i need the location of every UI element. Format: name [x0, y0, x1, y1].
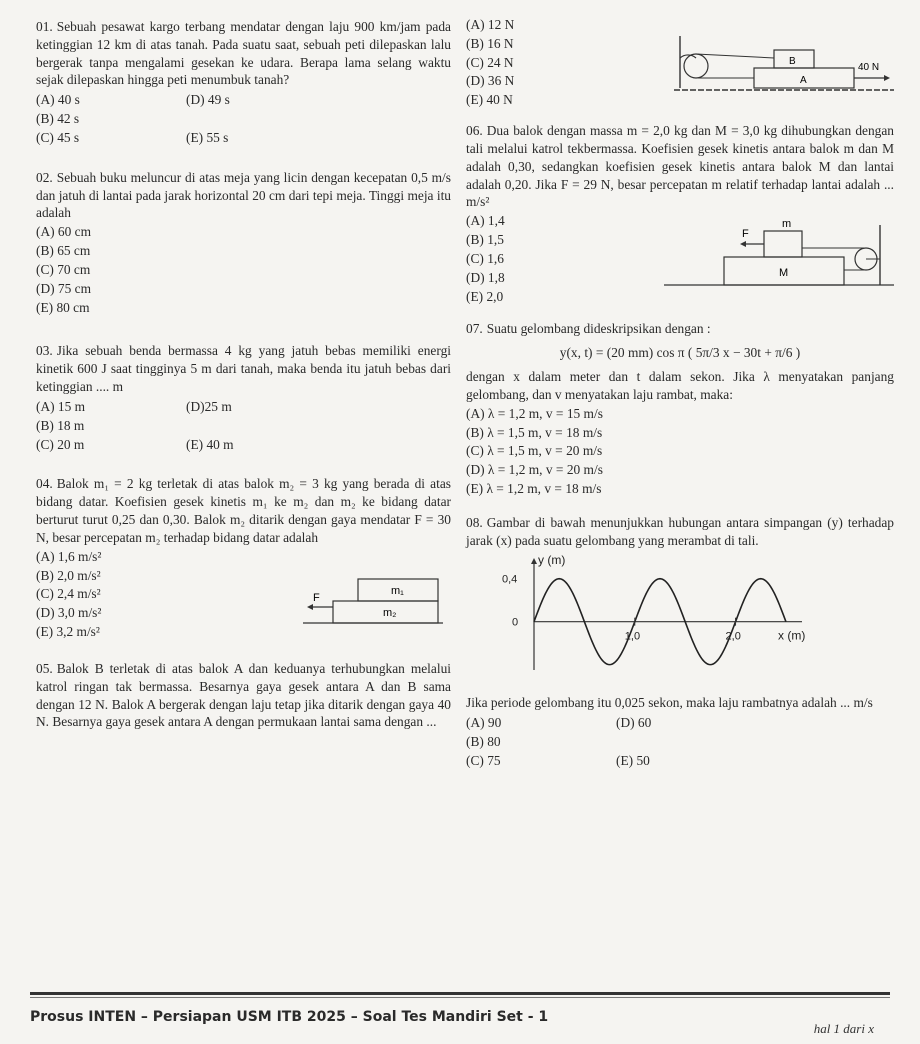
stacked-blocks-figure [303, 561, 443, 631]
question-text: Sebuah buku meluncur di atas meja yang licin dengan kecepatan 0,5 m/s dan jatuh di lantai pada jarak horizontal 20 cm dari tepi meja. Tinggi meja itu adalah [36, 169, 451, 221]
y-tick-label: 0 [512, 616, 519, 629]
label-A: A [800, 75, 807, 86]
question-text: Gambar di bawah menunjukkan hubungan antara simpangan (y) terhadap jarak (x) pada suatu gelombang yang merambat di tali. [466, 514, 894, 548]
question-number: 07. [466, 321, 483, 337]
label-m2: m₂ [383, 606, 397, 619]
question-text: dengan x dalam meter dan t dalam sekon. Jika λ menyatakan panjang gelombang, dan v menyatakan laju rambat, maka: [466, 369, 894, 402]
options [466, 405, 894, 498]
question-number: 05. [36, 660, 53, 676]
wave-chart [496, 550, 826, 680]
options [36, 91, 451, 146]
question-08 [466, 514, 894, 770]
option[interactable]: (E) λ = 1,2 m, v = 18 m/s [466, 481, 602, 497]
option[interactable]: (D) 75 cm [36, 280, 92, 296]
option[interactable]: (E) 2,0 [466, 288, 504, 304]
option[interactable]: (A) 1,4 [466, 213, 505, 229]
option[interactable]: (C) 20 m [36, 436, 85, 452]
x-tick-label: 1,0 [624, 630, 641, 643]
x-axis-label: x (m) [778, 628, 806, 643]
pulley-blocks-figure [674, 28, 894, 98]
question-number: 03. [36, 343, 53, 359]
page-number: hal 1 dari x [813, 1021, 874, 1036]
label-m: m [782, 218, 792, 231]
rope [696, 54, 774, 58]
question-text: Dua balok dengan massa m = 2,0 kg dan M = 3,0 kg dihubungkan dengan tali melalui katrol tekbermassa. Koefisien gesek kinetis antara balok m dan M adalah 0,30, sedangkan koefisien gesek kinetis antara balok M dan lantai adalah 0,20. Jika F = 29 N, besar percepatan m relatif terhadap lantai adalah ... m/s² [466, 123, 894, 210]
question-04 [36, 475, 451, 641]
options [466, 714, 894, 769]
option[interactable]: (A) 15 m [36, 398, 86, 414]
option[interactable]: (A) λ = 1,2 m, v = 15 m/s [466, 405, 603, 421]
left-column [36, 18, 451, 745]
footer-title: Prosus INTEN – Persiapan USM ITB 2025 – Soal Tes Mandiri Set - 1 [30, 1009, 549, 1025]
option[interactable]: (C) 45 s [36, 129, 80, 145]
pulley-two-blocks-figure [664, 215, 894, 305]
option[interactable]: (C) λ = 1,5 m, v = 20 m/s [466, 443, 603, 459]
options [36, 398, 451, 453]
label-B: B [789, 56, 796, 67]
option[interactable]: (B) 80 [466, 734, 501, 750]
option[interactable]: (C) 2,4 m/s² [36, 586, 101, 602]
question-text: Balok m₁ = 2 kg terletak di atas balok m₂ = 3 kg yang berada di atas bidang datar. Koefisien gesek kinetis m₁ ke m₂ dan m₂ ke bidang datar berturut turut 0,25 dan 0,30. Balok m₂ ditarik dengan gaya mendatar F = 30 N, besar percepatan m₂ terhadap bidang datar adalah [36, 476, 451, 545]
arrow-head-icon [884, 75, 890, 81]
options [36, 223, 451, 316]
option[interactable]: (E) 40 N [466, 92, 513, 108]
option[interactable]: (C) 24 N [466, 54, 514, 70]
options [466, 15, 514, 110]
question-text: Jika sebuah benda bermassa 4 kg yang jatuh bebas memiliki energi kinetik 600 J saat tingginya 5 m dari tanah, maka benda itu jatuh bebas dari ketinggian .... m [36, 343, 451, 395]
option[interactable]: (A) 90 [466, 715, 502, 731]
option[interactable]: (E) 50 [616, 752, 650, 768]
option[interactable]: (E) 80 cm [36, 299, 90, 315]
y-tick-label: 0,4 [502, 573, 518, 586]
option[interactable]: (D) 60 [616, 715, 652, 731]
block-m [764, 231, 802, 257]
question-number: 06. [466, 123, 483, 139]
option[interactable]: (E) 40 m [186, 436, 234, 452]
right-column [466, 18, 894, 784]
option[interactable]: (B) 1,5 [466, 232, 504, 248]
question-05-options-and-figure [466, 18, 894, 110]
option-empty [186, 417, 336, 435]
option[interactable]: (C) 1,6 [466, 250, 504, 266]
option[interactable]: (B) 65 cm [36, 243, 91, 259]
option[interactable]: (A) 12 N [466, 17, 515, 32]
option[interactable]: (A) 1,6 m/s² [36, 548, 102, 564]
question-number: 02. [36, 169, 53, 185]
question-01 [36, 18, 451, 147]
y-axis-arrow-icon [531, 558, 537, 564]
y-axis-label: y (m) [538, 552, 566, 567]
label-F: F [742, 228, 749, 241]
question-text-2: Jika periode gelombang itu 0,025 sekon, maka laju rambatnya adalah ... m/s [466, 695, 873, 711]
arrow-head-icon [740, 241, 746, 247]
question-07 [466, 320, 894, 497]
label-M: M [779, 267, 789, 280]
option[interactable]: (B) λ = 1,5 m, v = 18 m/s [466, 424, 603, 440]
x-tick-label: 2,0 [725, 630, 741, 643]
option[interactable]: (C) 75 [466, 752, 501, 768]
label-F: F [313, 591, 320, 604]
question-intro: Suatu gelombang dideskripsikan dengan : [486, 321, 711, 337]
option-empty [616, 733, 766, 751]
option[interactable]: (C) 70 cm [36, 261, 91, 277]
option[interactable]: (B) 18 m [36, 417, 85, 433]
option[interactable]: (D) 3,0 m/s² [36, 605, 102, 621]
question-05 [36, 660, 451, 731]
option[interactable]: (D) 49 s [186, 92, 230, 108]
option[interactable]: (B) 16 N [466, 35, 514, 51]
option[interactable]: (B) 2,0 m/s² [36, 567, 101, 583]
wave-equation: y(x, t) = (20 mm) cos π ( 5π/3 x − 30t + π/6 ) [559, 345, 801, 361]
option-empty [186, 110, 336, 128]
footer-rule [30, 992, 890, 995]
option[interactable]: (E) 3,2 m/s² [36, 624, 100, 640]
option[interactable]: (D) λ = 1,2 m, v = 20 m/s [466, 462, 603, 478]
question-number: 01. [36, 19, 53, 34]
option[interactable]: (A) 40 s [36, 92, 80, 108]
option[interactable]: (E) 55 s [186, 129, 229, 145]
options [466, 211, 505, 306]
label-m1: m₁ [391, 584, 404, 597]
label-force: 40 N [858, 62, 880, 73]
options [36, 547, 101, 642]
option[interactable]: (D) 36 N [466, 73, 515, 89]
footer-rule-thin [30, 997, 890, 998]
question-02 [36, 169, 451, 317]
option[interactable]: (D) 1,8 [466, 269, 505, 285]
question-number: 08. [466, 514, 483, 530]
option[interactable]: (B) 42 s [36, 111, 80, 127]
question-text: Sebuah pesawat kargo terbang mendatar dengan laju 900 km/jam pada ketinggian 12 km di atas tanah. Pada suatu saat, sebuah peti dilepaskan lalu bergerak tanpa mengalami gesekan ke udara. Berapa lama selang waktu sejak dilepaskan hingga peti menumbuk tanah? [36, 19, 451, 88]
question-number: 04. [36, 476, 53, 492]
question-03 [36, 342, 451, 453]
question-text: Balok B terletak di atas balok A dan keduanya terhubungkan melalui katrol ringan tak bermassa. Besarnya gaya gesek antara A dan B sama dengan 12 N. Balok A bergerak dengan laju tetap jika ditarik dengan gaya 40 N. Besarnya gaya gesek antara A dengan permukaan lantai sama dengan ... [36, 660, 451, 730]
option[interactable]: (D)25 m [186, 398, 232, 414]
arrow-head-icon [307, 604, 313, 610]
question-06 [466, 122, 894, 306]
option[interactable]: (A) 60 cm [36, 224, 92, 240]
